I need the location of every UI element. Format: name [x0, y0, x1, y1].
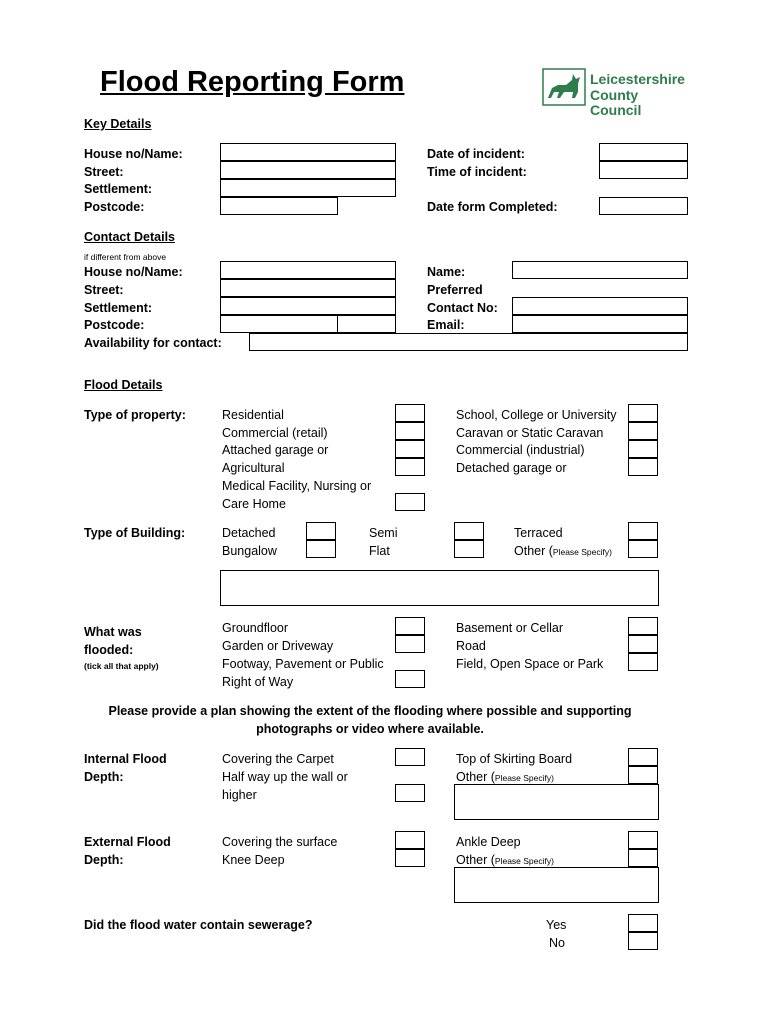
building-bungalow: Bungalow [222, 544, 277, 558]
date-completed-label: Date form Completed: [427, 200, 558, 214]
building-other-label: Other ( [514, 544, 553, 558]
time-incident-input[interactable] [599, 161, 688, 179]
commercial-retail-checkbox[interactable] [395, 422, 425, 440]
garden-checkbox[interactable] [395, 635, 425, 653]
building-other-checkbox[interactable] [628, 540, 658, 558]
external-depth-label-2: Depth: [84, 853, 124, 867]
flat-checkbox[interactable] [454, 540, 484, 558]
contact-street-label: Street: [84, 283, 124, 297]
contact-postcode-label: Postcode: [84, 318, 145, 332]
medical-checkbox[interactable] [395, 493, 425, 511]
internal-other-specify-input[interactable] [454, 784, 659, 820]
internal-other-label: Other ( [456, 770, 495, 784]
internal-carpet-checkbox[interactable] [395, 748, 425, 766]
key-details-heading: Key Details [84, 117, 152, 131]
external-other-specify-input[interactable] [454, 867, 659, 903]
council-logo [542, 68, 692, 118]
internal-please-specify: Please Specify) [494, 773, 554, 783]
basement-checkbox[interactable] [628, 617, 658, 635]
contact-street-input[interactable] [220, 279, 396, 297]
internal-skirting-checkbox[interactable] [628, 748, 658, 766]
house-label: House no/Name: [84, 147, 183, 161]
contact-settlement-input[interactable] [220, 297, 396, 315]
residential-checkbox[interactable] [395, 404, 425, 422]
external-knee: Knee Deep [222, 853, 285, 867]
commercial-industrial-checkbox[interactable] [628, 440, 658, 458]
flooded-road: Road [456, 639, 486, 653]
external-surface: Covering the surface [222, 835, 338, 849]
availability-input[interactable] [249, 333, 688, 351]
email-input[interactable] [512, 315, 688, 333]
contact-postcode-input[interactable] [220, 315, 338, 333]
house-input[interactable] [220, 143, 396, 161]
internal-other-checkbox[interactable] [628, 766, 658, 784]
fox-logo-icon [542, 68, 586, 106]
property-commercial-retail: Commercial (retail) [222, 426, 328, 440]
street-label: Street: [84, 165, 124, 179]
settlement-input[interactable] [220, 179, 396, 197]
date-incident-label: Date of incident: [427, 147, 525, 161]
contact-no-label: Contact No: [427, 301, 498, 315]
attached-garage-checkbox[interactable] [395, 440, 425, 458]
contact-note: if different from above [84, 252, 167, 262]
building-detached: Detached [222, 526, 276, 540]
sewerage-yes-label: Yes [546, 918, 567, 932]
internal-depth-label-1: Internal Flood [84, 752, 167, 766]
external-knee-checkbox[interactable] [395, 849, 425, 867]
external-please-specify: Please Specify) [494, 856, 554, 866]
internal-carpet: Covering the Carpet [222, 752, 334, 766]
flooded-groundfloor: Groundfloor [222, 621, 289, 635]
property-care-home: Care Home [222, 497, 286, 511]
plan-note-line-2: photographs or video where available. [256, 722, 484, 736]
flooded-footway: Footway, Pavement or Public [222, 657, 384, 671]
building-other [514, 543, 612, 560]
detached-garage-checkbox[interactable] [628, 458, 658, 476]
what-flooded-label-1: What was [84, 625, 142, 639]
property-school: School, College or University [456, 408, 617, 422]
availability-label: Availability for contact: [84, 336, 222, 350]
sewerage-no-checkbox[interactable] [628, 932, 658, 950]
plan-note-line-1: Please provide a plan showing the extent of the flooding where possible and supporting [108, 704, 632, 718]
property-attached-garage: Attached garage or [222, 443, 329, 457]
school-checkbox[interactable] [628, 404, 658, 422]
groundfloor-checkbox[interactable] [395, 617, 425, 635]
sewerage-yes-checkbox[interactable] [628, 914, 658, 932]
external-surface-checkbox[interactable] [395, 831, 425, 849]
type-building-label: Type of Building: [84, 526, 186, 540]
type-property-label: Type of property: [84, 408, 186, 422]
property-residential: Residential [222, 408, 284, 422]
flooded-right-of-way: Right of Way [222, 675, 294, 689]
date-incident-input[interactable] [599, 143, 688, 161]
what-flooded-label-2: flooded: [84, 643, 134, 657]
page-title: Flood Reporting Form [100, 66, 405, 98]
bungalow-checkbox[interactable] [306, 540, 336, 558]
external-depth-label-1: External Flood [84, 835, 171, 849]
contact-postcode-input-2[interactable] [337, 315, 396, 333]
flooded-basement: Basement or Cellar [456, 621, 563, 635]
postcode-label: Postcode: [84, 200, 145, 214]
logo-line-2: County Council [590, 87, 642, 118]
street-input[interactable] [220, 161, 396, 179]
semi-checkbox[interactable] [454, 522, 484, 540]
building-please-specify: Please Specify) [552, 547, 612, 557]
agricultural-checkbox[interactable] [395, 458, 425, 476]
settlement-label: Settlement: [84, 182, 153, 196]
building-semi: Semi [369, 526, 398, 540]
internal-higher: higher [222, 788, 257, 802]
contact-settlement-label: Settlement: [84, 301, 153, 315]
property-commercial-industrial: Commercial (industrial) [456, 443, 585, 457]
building-flat: Flat [369, 544, 390, 558]
external-other-label: Other ( [456, 853, 495, 867]
external-other-checkbox[interactable] [628, 849, 658, 867]
contact-house-input[interactable] [220, 261, 396, 279]
property-detached-garage: Detached garage or [456, 461, 567, 475]
property-caravan: Caravan or Static Caravan [456, 426, 604, 440]
time-incident-label: Time of incident: [427, 165, 527, 179]
property-agricultural: Agricultural [222, 461, 285, 475]
building-terraced: Terraced [514, 526, 563, 540]
contact-house-label: House no/Name: [84, 265, 183, 279]
internal-halfway-checkbox[interactable] [395, 784, 425, 802]
footway-checkbox[interactable] [395, 670, 425, 688]
external-ankle: Ankle Deep [456, 835, 521, 849]
road-checkbox[interactable] [628, 635, 658, 653]
tick-all-note: (tick all that apply) [84, 661, 159, 671]
flooded-field: Field, Open Space or Park [456, 657, 604, 671]
flood-details-heading: Flood Details [84, 378, 163, 392]
sewerage-question: Did the flood water contain sewerage? [84, 918, 313, 932]
name-input[interactable] [512, 261, 688, 279]
name-label: Name: [427, 265, 466, 279]
preferred-label: Preferred [427, 283, 483, 297]
contact-details-heading: Contact Details [84, 230, 175, 244]
caravan-checkbox[interactable] [628, 422, 658, 440]
detached-checkbox[interactable] [306, 522, 336, 540]
property-medical: Medical Facility, Nursing or [222, 479, 372, 493]
logo-line-1: Leicestershire [590, 71, 685, 87]
internal-halfway: Half way up the wall or [222, 770, 348, 784]
building-other-specify-input[interactable] [220, 570, 659, 606]
date-completed-input[interactable] [599, 197, 688, 215]
terraced-checkbox[interactable] [628, 522, 658, 540]
email-label: Email: [427, 318, 465, 332]
external-ankle-checkbox[interactable] [628, 831, 658, 849]
sewerage-no-label: No [549, 936, 565, 950]
postcode-input[interactable] [220, 197, 338, 215]
field-checkbox[interactable] [628, 653, 658, 671]
flooded-garden: Garden or Driveway [222, 639, 334, 653]
contact-no-input[interactable] [512, 297, 688, 315]
internal-depth-label-2: Depth: [84, 770, 124, 784]
internal-skirting: Top of Skirting Board [456, 752, 573, 766]
